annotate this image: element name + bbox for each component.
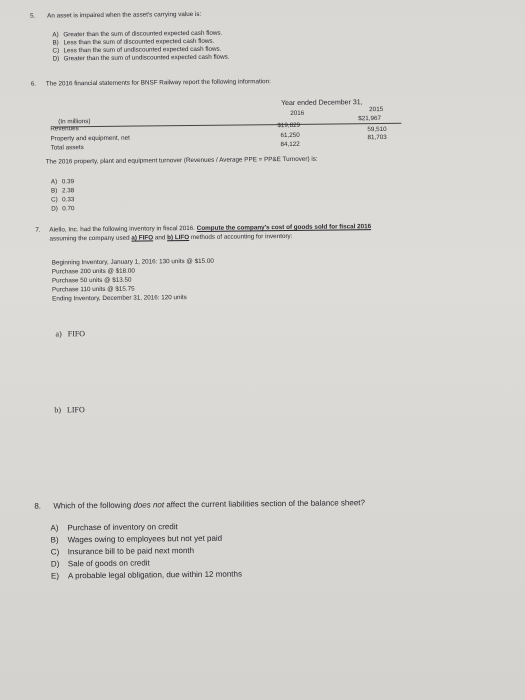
q6-row-revenues-2016: $19,829 [277, 121, 301, 130]
q7-purchase-2: Purchase 50 units @ $13.50 [51, 276, 132, 285]
q6-unit-label: (In millions) [58, 118, 91, 126]
q7-ending-inventory: Ending Inventory, December 31, 2016: 120 units [52, 294, 187, 303]
q6-row-ppe-2016: 61,250 [280, 131, 300, 140]
q6-option-a-letter: A) [50, 178, 58, 186]
q8-option-b-letter: B) [50, 535, 59, 545]
q6-row-ppe-label: Property and equipment, net [50, 134, 130, 143]
q8-option-e: A probable legal obligation, due within 12 months [67, 569, 242, 581]
q6-table-rule [53, 123, 401, 128]
q6-option-b-letter: B) [50, 187, 58, 195]
q8-option-b: Wages owing to employees but not yet paid [67, 533, 223, 545]
q5-option-c: Less than the sum of undiscounted expected cash flows. [63, 45, 222, 55]
q5-option-d-letter: D) [52, 55, 60, 63]
q7-number: 7. [35, 226, 41, 234]
q7-beginning-inventory: Beginning Inventory, January 1, 2016: 130 units @ $15.00 [51, 257, 214, 267]
q5-stem: An asset is impaired when the asset's carrying value is: [47, 10, 202, 20]
q5-option-d: Greater than the sum of undiscounted expected cash flows. [63, 53, 230, 63]
q7-fifo-emphasis: a) FIFO [131, 234, 154, 242]
q6-option-c: 0.33 [62, 196, 75, 204]
q7-line2-pre: assuming the company used [49, 234, 130, 243]
q7-purchase-1: Purchase 200 units @ $18.00 [51, 267, 135, 276]
q6-col-2016: 2016 [290, 109, 305, 117]
q6-row-assets-label: Total assets [50, 144, 84, 152]
q6-row-ppe-2015: 59,510 [367, 125, 387, 134]
q7-stem-line1 [49, 224, 371, 234]
q6-row-assets-2015: 81,703 [367, 133, 387, 142]
q8-option-e-letter: E) [50, 571, 60, 581]
q6-option-a: 0.39 [61, 178, 75, 186]
q5-option-b: Less than the sum of discounted expected cash flows. [63, 37, 215, 47]
q6-row-revenues-label: Revenues [50, 125, 79, 133]
q8-stem-pre: Which of the following [53, 500, 132, 511]
q5-option-b-letter: B) [52, 39, 59, 47]
q6-table-header: Year ended December 31, [281, 99, 363, 108]
q8-option-a-letter: A) [50, 523, 59, 533]
q8-option-c-letter: C) [50, 547, 60, 557]
q8-stem-post: affect the current liabilities section of the balance sheet? [166, 498, 365, 510]
q6-row-assets-2016: 84,122 [280, 140, 300, 149]
q8-stem-emphasis: does not [133, 500, 165, 510]
q5-number: 5. [30, 12, 36, 20]
q6-option-c-letter: C) [51, 196, 58, 204]
q6-row-revenues-2015: $21,967 [358, 115, 382, 123]
q7-part-b-lifo: b) LIFO [54, 405, 85, 415]
q8-option-a: Purchase of inventory on credit [67, 522, 178, 533]
q7-line2-post: methods of accounting for inventory: [190, 232, 293, 242]
q6-question: The 2016 property, plant and equipment turnover (Revenues / Average PPE = PP&E Turnover) is: [45, 155, 318, 166]
q6-option-d-letter: D) [51, 205, 58, 213]
q7-stem-bold: Compute the company's cost of goods sold for fiscal 2016 [196, 223, 372, 232]
q6-option-b: 2.38 [61, 187, 75, 195]
q7-lifo-emphasis: b) LIFO [167, 234, 190, 242]
q6-stem: The 2016 financial statements for BNSF Railway report the following information: [45, 78, 271, 88]
q7-purchase-3: Purchase 110 units @ $15.75 [52, 285, 135, 294]
q7-part-a-fifo: a) FIFO [55, 329, 86, 339]
q6-col-2015: 2015 [369, 105, 384, 114]
q5-option-c-letter: C) [52, 47, 60, 55]
q5-option-a-letter: A) [52, 31, 59, 39]
q8-stem [53, 499, 365, 510]
q6-number: 6. [30, 80, 37, 88]
q5-option-a: Greater than the sum of discounted expected cash flows. [63, 29, 223, 39]
q6-option-d: 0.70 [62, 205, 75, 213]
q8-number: 8. [34, 501, 42, 511]
q8-option-d: Sale of goods on credit [67, 558, 150, 569]
q8-option-d-letter: D) [50, 559, 60, 569]
q7-stem-line2 [49, 234, 292, 243]
q8-option-c: Insurance bill to be paid next month [67, 545, 195, 557]
q7-line2-mid: and [154, 234, 166, 242]
q7-stem-text: Aiello, Inc. had the following inventory in fiscal 2016. [49, 224, 196, 234]
